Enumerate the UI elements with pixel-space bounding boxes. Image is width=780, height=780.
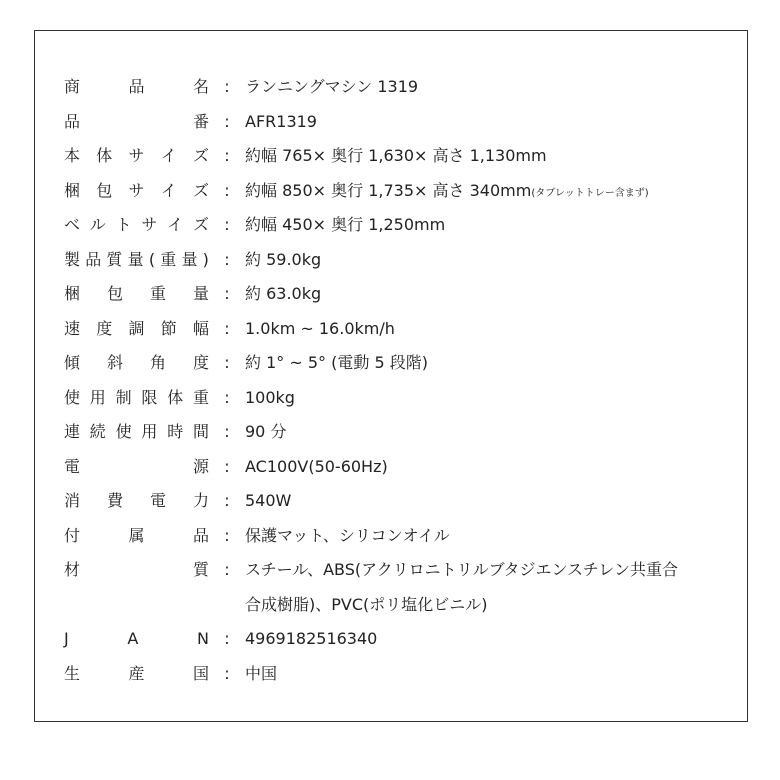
spec-row-power-source	[64, 456, 744, 491]
spec-row-incline	[64, 352, 744, 387]
spec-row-body-size	[64, 145, 744, 180]
spec-row-material	[64, 559, 744, 628]
spec-label-char: 幅	[192, 318, 209, 338]
spec-label-char: 製	[64, 249, 81, 269]
spec-label	[64, 145, 209, 167]
spec-label-char: 質	[106, 249, 123, 269]
spec-label-char: 品	[64, 111, 81, 131]
spec-label-char: 源	[192, 456, 209, 476]
spec-row-accessories	[64, 525, 744, 560]
spec-row-model-number	[64, 111, 744, 146]
spec-row-product-weight	[64, 249, 744, 284]
spec-row-country	[64, 663, 744, 698]
spec-row-jan	[64, 628, 744, 663]
spec-label-char: 国	[192, 663, 209, 683]
spec-label-char: 生	[64, 663, 81, 683]
spec-label-char: 材	[64, 560, 81, 579]
spec-label	[64, 628, 209, 650]
spec-value: 約 1° ~ 5° (電動 5 段階)	[245, 353, 428, 372]
spec-label-char: サ	[128, 146, 145, 165]
spec-label-char: 体	[167, 387, 184, 407]
spec-row-power-consumption	[64, 490, 744, 525]
spec-label-char: ト	[115, 215, 132, 234]
spec-label-char: 電	[64, 456, 81, 476]
spec-label-char: 属	[128, 525, 145, 545]
spec-label-char: 本	[64, 146, 81, 165]
spec-label-char: 時	[167, 422, 184, 441]
spec-label-char: ル	[89, 215, 106, 234]
spec-value: 4969182516340	[245, 629, 378, 648]
spec-colon: :	[224, 180, 230, 200]
spec-label-char: 節	[160, 318, 177, 338]
spec-value: 約 63.0kg	[245, 284, 322, 303]
spec-label-char: 限	[141, 387, 158, 407]
spec-colon: :	[224, 491, 230, 510]
spec-label-char: 品	[85, 249, 102, 269]
spec-label	[64, 214, 209, 236]
spec-label-char: イ	[160, 180, 177, 200]
spec-label-char: 梱	[64, 284, 81, 303]
spec-label-char: イ	[160, 146, 177, 165]
spec-label-char: ベ	[64, 215, 81, 234]
spec-label-char: N	[197, 629, 209, 648]
spec-label-char: 電	[149, 491, 166, 510]
spec-label	[64, 663, 209, 685]
spec-colon: :	[224, 456, 230, 476]
spec-row-package-size	[64, 180, 744, 215]
spec-label-char: 続	[89, 422, 106, 441]
spec-label-char: ズ	[192, 146, 209, 165]
spec-label	[64, 283, 209, 305]
spec-value: 100kg	[245, 387, 295, 407]
spec-value: 約幅 765× 奥行 1,630× 高さ 1,130mm	[245, 146, 547, 165]
spec-label-char: サ	[128, 180, 145, 200]
spec-label-char: 量	[181, 249, 198, 269]
spec-value: 保護マット、シリコンオイル	[245, 525, 450, 545]
spec-label-char: ズ	[192, 215, 209, 234]
spec-list	[64, 76, 744, 697]
spec-colon: :	[224, 663, 230, 683]
spec-label-char: 度	[96, 318, 113, 338]
spec-row-speed-range	[64, 318, 744, 353]
spec-label-char: ズ	[192, 180, 209, 200]
spec-label	[64, 318, 209, 340]
spec-label-char: 量	[127, 249, 144, 269]
spec-row-max-user-weight	[64, 387, 744, 422]
spec-label-char: 品	[192, 525, 209, 545]
spec-label-char: サ	[141, 215, 158, 234]
spec-colon: :	[224, 560, 230, 579]
spec-colon: :	[224, 284, 230, 303]
spec-label-char: 使	[64, 387, 81, 407]
spec-label	[64, 180, 209, 202]
spec-label	[64, 456, 209, 478]
spec-colon: :	[224, 353, 230, 372]
spec-label	[64, 490, 209, 512]
spec-label-char: 品	[128, 77, 145, 96]
spec-label-char: 体	[96, 146, 113, 165]
spec-colon: :	[224, 146, 230, 165]
spec-value: ランニングマシン 1319	[245, 77, 419, 96]
spec-label-char: 包	[106, 284, 123, 303]
spec-label-char: 力	[192, 491, 209, 510]
spec-label-char: 重	[149, 284, 166, 303]
spec-colon: :	[224, 422, 230, 441]
spec-label-char: 間	[192, 422, 209, 441]
spec-label-char: 重	[160, 249, 177, 269]
spec-label-char: 度	[192, 353, 209, 372]
spec-label-char: 付	[64, 525, 81, 545]
spec-label-char: 速	[64, 318, 81, 338]
spec-colon: :	[224, 249, 230, 269]
spec-colon: :	[224, 387, 230, 407]
spec-label-char: )	[202, 249, 209, 269]
spec-label-char: 使	[115, 422, 132, 441]
spec-value: 約幅 850× 奥行 1,735× 高さ 340mm(タブレットトレー含まず)	[245, 180, 649, 200]
spec-value: 1.0km ~ 16.0km/h	[245, 318, 395, 338]
spec-label-char: 重	[192, 387, 209, 407]
spec-row-package-weight	[64, 283, 744, 318]
spec-label-char: イ	[167, 215, 184, 234]
spec-label-char: 梱	[64, 180, 81, 200]
spec-row-belt-size	[64, 214, 744, 249]
spec-value: 90 分	[245, 422, 287, 441]
spec-note: (タブレットトレー含まず)	[531, 187, 649, 199]
spec-label-char: 連	[64, 422, 81, 441]
spec-label-char: 量	[192, 284, 209, 303]
spec-label-char: 用	[89, 387, 106, 407]
spec-label-char: 費	[106, 491, 123, 510]
spec-label-char: 包	[96, 180, 113, 200]
spec-label-char: 斜	[106, 353, 123, 372]
spec-label-char: J	[64, 629, 69, 648]
spec-label	[64, 352, 209, 374]
spec-label-char: 調	[128, 318, 145, 338]
spec-colon: :	[224, 525, 230, 545]
spec-value: AFR1319	[245, 111, 317, 131]
spec-colon: :	[224, 318, 230, 338]
spec-label-char: 用	[141, 422, 158, 441]
spec-label	[64, 249, 209, 271]
spec-label	[64, 421, 209, 443]
spec-label-char: (	[148, 249, 156, 269]
spec-row-continuous-use	[64, 421, 744, 456]
spec-label-char: 商	[64, 77, 81, 96]
spec-label	[64, 559, 209, 581]
spec-value: 540W	[245, 491, 292, 510]
spec-colon: :	[224, 629, 230, 648]
spec-value: 約幅 450× 奥行 1,250mm	[245, 215, 446, 234]
spec-colon: :	[224, 215, 230, 234]
spec-label-char: 質	[192, 560, 209, 579]
spec-label-char: 番	[192, 111, 209, 131]
spec-value: 約 59.0kg	[245, 249, 322, 269]
spec-row-product-name	[64, 76, 744, 111]
spec-label-char: 名	[192, 77, 209, 96]
spec-label	[64, 76, 209, 98]
spec-colon: :	[224, 77, 230, 96]
spec-label-char: 制	[115, 387, 132, 407]
spec-colon: :	[224, 111, 230, 131]
spec-value: 中国	[245, 663, 278, 683]
spec-label	[64, 387, 209, 409]
spec-label	[64, 111, 209, 133]
spec-label-char: 角	[149, 353, 166, 372]
spec-value-line2: 合成樹脂)、PVC(ポリ塩化ビニル)	[245, 594, 488, 614]
spec-label	[64, 525, 209, 547]
spec-value: スチール、ABS(アクリロニトリルブタジエンスチレン共重合 合成樹脂)、PVC(ポリ塩化ビニル)	[245, 559, 744, 616]
spec-label-char: A	[127, 629, 139, 648]
spec-label-char: 産	[128, 663, 145, 683]
spec-value: AC100V(50-60Hz)	[245, 456, 388, 476]
spec-label-char: 消	[64, 491, 81, 510]
spec-label-char: 傾	[64, 353, 81, 372]
